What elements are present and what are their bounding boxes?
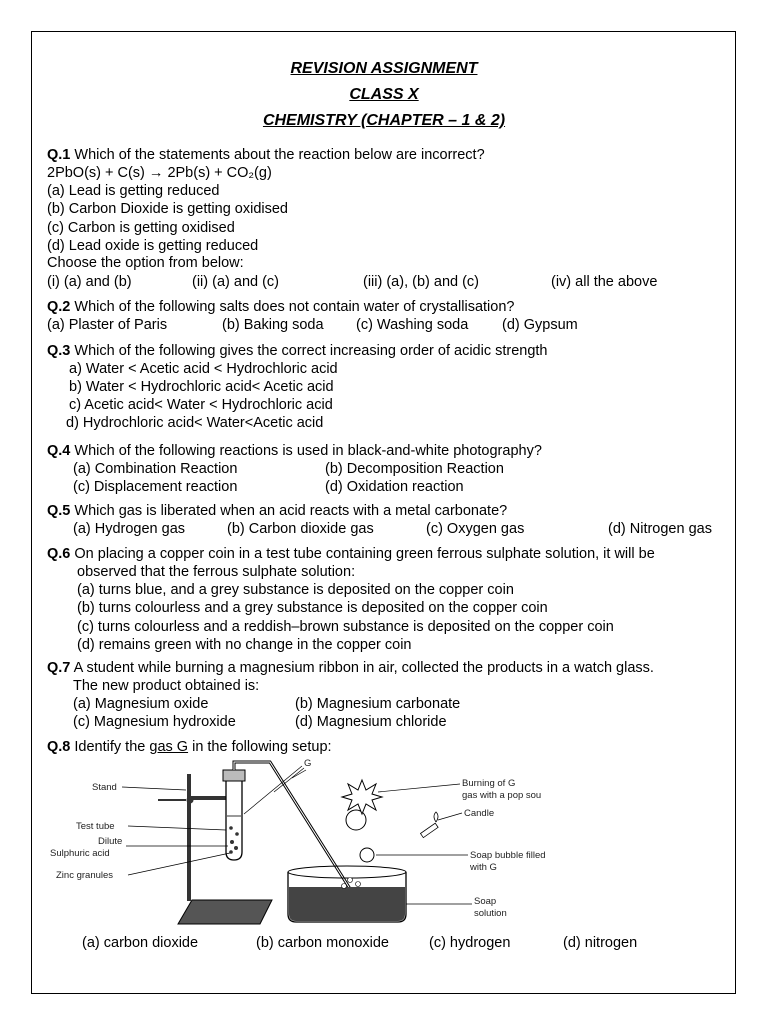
q4-option-d: (d) Oxidation reaction bbox=[325, 479, 464, 495]
label-sulphuric: Sulphuric acid bbox=[50, 848, 110, 859]
candle bbox=[420, 812, 438, 838]
q4-option-c: (c) Displacement reaction bbox=[73, 479, 238, 495]
q7-number: Q.7 bbox=[47, 660, 71, 676]
q2-option-c: (c) Washing soda bbox=[356, 317, 469, 333]
q1-choice-i: (i) (a) and (b) bbox=[47, 274, 132, 290]
clamp-screw bbox=[187, 797, 194, 804]
q1-equation: 2PbO(s) + C(s) → 2Pb(s) + CO₂(g) bbox=[47, 165, 272, 181]
q4-option-a: (a) Combination Reaction bbox=[73, 461, 238, 477]
label-dilute: Dilute bbox=[98, 836, 123, 847]
q1-text: Which of the statements about the reaction below are incorrect? bbox=[70, 147, 485, 163]
q1-option-b: (b) Carbon Dioxide is getting oxidised bbox=[47, 201, 288, 217]
label-burning-2: gas with a pop sou bbox=[462, 790, 542, 801]
cork bbox=[223, 770, 245, 781]
q1-option-a: (a) Lead is getting reduced bbox=[47, 183, 220, 199]
label-g: G bbox=[304, 758, 312, 769]
q8-text-post: in the following setup: bbox=[188, 739, 332, 755]
q5-question bbox=[47, 502, 507, 520]
q2-option-a: (a) Plaster of Paris bbox=[47, 317, 168, 333]
q5-option-b: (b) Carbon dioxide gas bbox=[227, 521, 374, 537]
stand-clamp bbox=[190, 796, 226, 800]
q8-option-a: (a) carbon dioxide bbox=[82, 935, 199, 951]
title-chemistry: CHEMISTRY (CHAPTER – 1 & 2) bbox=[262, 112, 506, 129]
q1-choice-ii: (ii) (a) and (c) bbox=[192, 274, 280, 290]
pop-burst bbox=[342, 780, 382, 814]
q7-text: A student while burning a magnesium ribbon in air, collected the products in a watch glass. bbox=[70, 660, 654, 676]
q3-option-b: b) Water < Hydrochloric acid< Acetic acid bbox=[69, 379, 334, 395]
q7-question bbox=[47, 659, 654, 677]
soap-solution bbox=[289, 887, 405, 921]
q6-text: On placing a copper coin in a test tube containing green ferrous sulphate solution, it will be bbox=[70, 546, 655, 562]
q7-text-continued: The new product obtained is: bbox=[73, 678, 260, 694]
q6-option-d: (d) remains green with no change in the copper coin bbox=[77, 637, 412, 653]
q3-text: Which of the following gives the correct increasing order of acidic strength bbox=[70, 343, 548, 359]
q3-option-c: c) Acetic acid< Water < Hydrochloric acid bbox=[69, 397, 333, 413]
q3-option-d: d) Hydrochloric acid< Water<Acetic acid bbox=[66, 415, 324, 431]
q8-option-b: (b) carbon monoxide bbox=[256, 935, 389, 951]
q3-question bbox=[47, 342, 548, 360]
q7-option-b: (b) Magnesium carbonate bbox=[295, 696, 461, 712]
title-revision: REVISION ASSIGNMENT bbox=[290, 60, 478, 77]
q4-number: Q.4 bbox=[47, 443, 71, 459]
title-class: CLASS X bbox=[349, 86, 419, 103]
q6-question bbox=[47, 545, 655, 563]
q1-option-c: (c) Carbon is getting oxidised bbox=[47, 220, 235, 236]
q2-option-d: (d) Gypsum bbox=[502, 317, 578, 333]
label-soap: Soap bbox=[474, 896, 497, 907]
q1-question bbox=[47, 146, 485, 164]
q2-option-b: (b) Baking soda bbox=[222, 317, 324, 333]
q7-option-d: (d) Magnesium chloride bbox=[295, 714, 447, 730]
stand-rod bbox=[187, 774, 191, 901]
q6-option-c: (c) turns colourless and a reddish–brown substance is deposited on the copper coin bbox=[77, 619, 614, 635]
label-candle: Candle bbox=[464, 808, 495, 819]
q8-option-d: (d) nitrogen bbox=[563, 935, 638, 951]
stand-base bbox=[178, 900, 272, 924]
q6-number: Q.6 bbox=[47, 546, 71, 562]
q1-number: Q.1 bbox=[47, 147, 71, 163]
q4-option-b: (b) Decomposition Reaction bbox=[325, 461, 504, 477]
q2-text: Which of the following salts does not contain water of crystallisation? bbox=[70, 299, 515, 315]
q3-number: Q.3 bbox=[47, 343, 71, 359]
q3-option-a: a) Water < Acetic acid < Hydrochloric acid bbox=[69, 361, 338, 377]
q8-option-c: (c) hydrogen bbox=[429, 935, 511, 951]
q1-choose: Choose the option from below: bbox=[47, 255, 244, 271]
q1-choice-iii: (iii) (a), (b) and (c) bbox=[363, 274, 480, 290]
q2-number: Q.2 bbox=[47, 299, 71, 315]
label-stand: Stand bbox=[92, 782, 117, 793]
q5-text: Which gas is liberated when an acid reacts with a metal carbonate? bbox=[70, 503, 508, 519]
label-zinc: Zinc granules bbox=[56, 870, 114, 881]
gas-setup-diagram bbox=[40, 752, 580, 932]
q6-text-continued: observed that the ferrous sulphate solution: bbox=[77, 564, 356, 580]
q4-text: Which of the following reactions is used in black-and-white photography? bbox=[70, 443, 542, 459]
q6-option-a: (a) turns blue, and a grey substance is deposited on the copper coin bbox=[77, 582, 514, 598]
q8-text-pre: Identify the bbox=[70, 739, 150, 755]
q7-option-a: (a) Magnesium oxide bbox=[73, 696, 209, 712]
soap-bubble bbox=[346, 810, 366, 830]
q8-gas-g: gas G bbox=[149, 739, 189, 755]
q5-option-d: (d) Nitrogen gas bbox=[608, 521, 712, 537]
label-soap-2: solution bbox=[474, 908, 507, 919]
q1-choice-iv: (iv) all the above bbox=[551, 274, 658, 290]
label-bubble-2: with G bbox=[470, 862, 497, 873]
q8-number: Q.8 bbox=[47, 739, 71, 755]
q4-question bbox=[47, 442, 542, 460]
label-bubble: Soap bubble filled bbox=[470, 850, 546, 861]
q2-question bbox=[47, 298, 514, 316]
q5-option-c: (c) Oxygen gas bbox=[426, 521, 525, 537]
q5-option-a: (a) Hydrogen gas bbox=[73, 521, 186, 537]
label-test-tube: Test tube bbox=[76, 821, 115, 832]
soap-bubble bbox=[360, 848, 374, 862]
label-burning: Burning of G bbox=[462, 778, 516, 789]
q5-number: Q.5 bbox=[47, 503, 71, 519]
q7-option-c: (c) Magnesium hydroxide bbox=[73, 714, 236, 730]
q1-option-d: (d) Lead oxide is getting reduced bbox=[47, 238, 259, 254]
q6-option-b: (b) turns colourless and a grey substance is deposited on the copper coin bbox=[77, 600, 548, 616]
delivery-tube bbox=[234, 762, 352, 892]
